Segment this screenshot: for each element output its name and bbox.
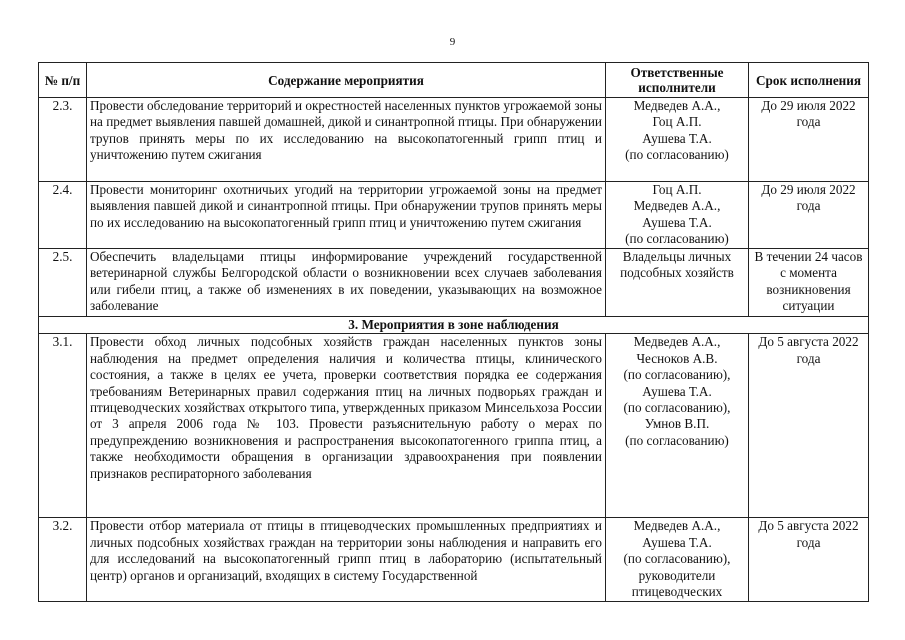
row-responsible bbox=[606, 249, 749, 317]
row-responsible bbox=[606, 518, 749, 602]
row-content: Провести обследование территорий и окрестностей населенных пунктов угрожаемой зоны на предмет выявления павшей домашней, дикой и синантропной птицы. При обнаружении трупов принять меры по их исследованию на высокопатогенный грипп птиц и уничтожению путем сжигания bbox=[87, 98, 606, 182]
table-row bbox=[39, 249, 869, 317]
row-content: Обеспечить владельцами птицы информирование учреждений государственной ветеринарной службы Белгородской области о возникновении всех случаев заболевания или гибели птиц, а также об изменениях в их поведении, указывающих на возможное заболевание bbox=[87, 249, 606, 317]
responsible-line: Медведев А.А., bbox=[633, 98, 721, 113]
section-title: 3. Мероприятия в зоне наблюдения bbox=[39, 317, 869, 334]
responsible-line: Владельцы личных подсобных хозяйств bbox=[620, 249, 734, 281]
responsible-line: Аушева Т.А. bbox=[642, 214, 712, 230]
header-content: Содержание мероприятия bbox=[87, 63, 606, 98]
header-num: № п/п bbox=[39, 63, 87, 98]
row-responsible bbox=[606, 98, 749, 182]
measures-table bbox=[38, 62, 869, 602]
responsible-line: руководители bbox=[638, 567, 716, 583]
responsible-line: (по согласованию) bbox=[625, 231, 729, 247]
responsible-line: (по согласованию) bbox=[625, 432, 729, 448]
responsible-line: Чесноков А.В. bbox=[636, 350, 718, 366]
row-number: 2.5. bbox=[39, 249, 87, 317]
responsible-line: Умнов В.П. bbox=[644, 416, 710, 432]
table-row bbox=[39, 334, 869, 518]
table-header-row bbox=[39, 63, 869, 98]
table-row bbox=[39, 182, 869, 249]
responsible-line: (по согласованию), bbox=[623, 551, 731, 567]
responsible-line: Медведев А.А., bbox=[633, 518, 721, 534]
section-row bbox=[39, 317, 869, 334]
responsible-line: Медведев А.А., bbox=[633, 334, 721, 350]
row-deadline: В течении 24 часов с момента возникновения ситуации bbox=[749, 249, 869, 317]
header-responsible: Ответственные исполнители bbox=[606, 63, 749, 98]
row-responsible bbox=[606, 182, 749, 249]
row-deadline: До 5 августа 2022 года bbox=[749, 518, 869, 602]
responsible-line: Медведев А.А., bbox=[633, 198, 721, 214]
responsible-line: Аушева Т.А. bbox=[642, 130, 712, 146]
page-number: 9 bbox=[449, 36, 456, 48]
responsible-line: Аушева Т.А. bbox=[642, 534, 712, 550]
row-responsible bbox=[606, 334, 749, 518]
row-content: Провести отбор материала от птицы в птицеводческих промышленных предприятиях и личных подсобных хозяйствах граждан на территории зоны наблюдения и направить его для исследований на высокопатогенный грипп птиц в лабораторию (испытательный центр) органов и организаций, входящих в систему Государственной bbox=[87, 518, 606, 602]
row-number: 3.1. bbox=[39, 334, 87, 518]
table-row bbox=[39, 98, 869, 182]
row-number: 3.2. bbox=[39, 518, 87, 602]
row-content: Провести обход личных подсобных хозяйств граждан населенных пунктов зоны наблюдения на предмет определения наличия и количества птицы, клинического состояния, а также в целях ее учета, проверки соответствия порядка ее содержания требованиям Ветеринарных правил содержания птиц на личных подворьях граждан и птицеводческих хозяйствах открытого типа, утвержденных приказом Минсельхоза России от 3 апреля 2006 года № 103. Провести разъяснительную работу о мерах по предупреждению возникновения и распространения высокопатогенного гриппа птиц, а также необходимости обращения в организации здравоохранения при появлении признаков респираторного заболевания bbox=[87, 334, 606, 518]
responsible-line: (по согласованию) bbox=[625, 147, 729, 163]
responsible-line: птицеводческих bbox=[631, 584, 723, 600]
row-deadline: До 29 июля 2022 года bbox=[749, 182, 869, 249]
row-deadline: До 5 августа 2022 года bbox=[749, 334, 869, 518]
row-content: Провести мониторинг охотничьих угодий на территории угрожаемой зоны на предмет выявления павшей дикой и синантропной птицы. При обнаружении трупов принять меры по их исследованию на высокопатогенный грипп птиц и уничтожению путем сжигания bbox=[87, 182, 606, 249]
row-number: 2.3. bbox=[39, 98, 87, 182]
table-row bbox=[39, 518, 869, 602]
responsible-line: Гоц А.П. bbox=[652, 114, 702, 130]
row-number: 2.4. bbox=[39, 182, 87, 249]
responsible-line: (по согласованию), bbox=[623, 400, 731, 416]
row-deadline: До 29 июля 2022 года bbox=[749, 98, 869, 182]
responsible-line: Гоц А.П. bbox=[652, 182, 702, 197]
header-deadline: Срок исполнения bbox=[749, 63, 869, 98]
responsible-line: (по согласованию), bbox=[623, 367, 731, 383]
responsible-line: Аушева Т.А. bbox=[642, 383, 712, 399]
